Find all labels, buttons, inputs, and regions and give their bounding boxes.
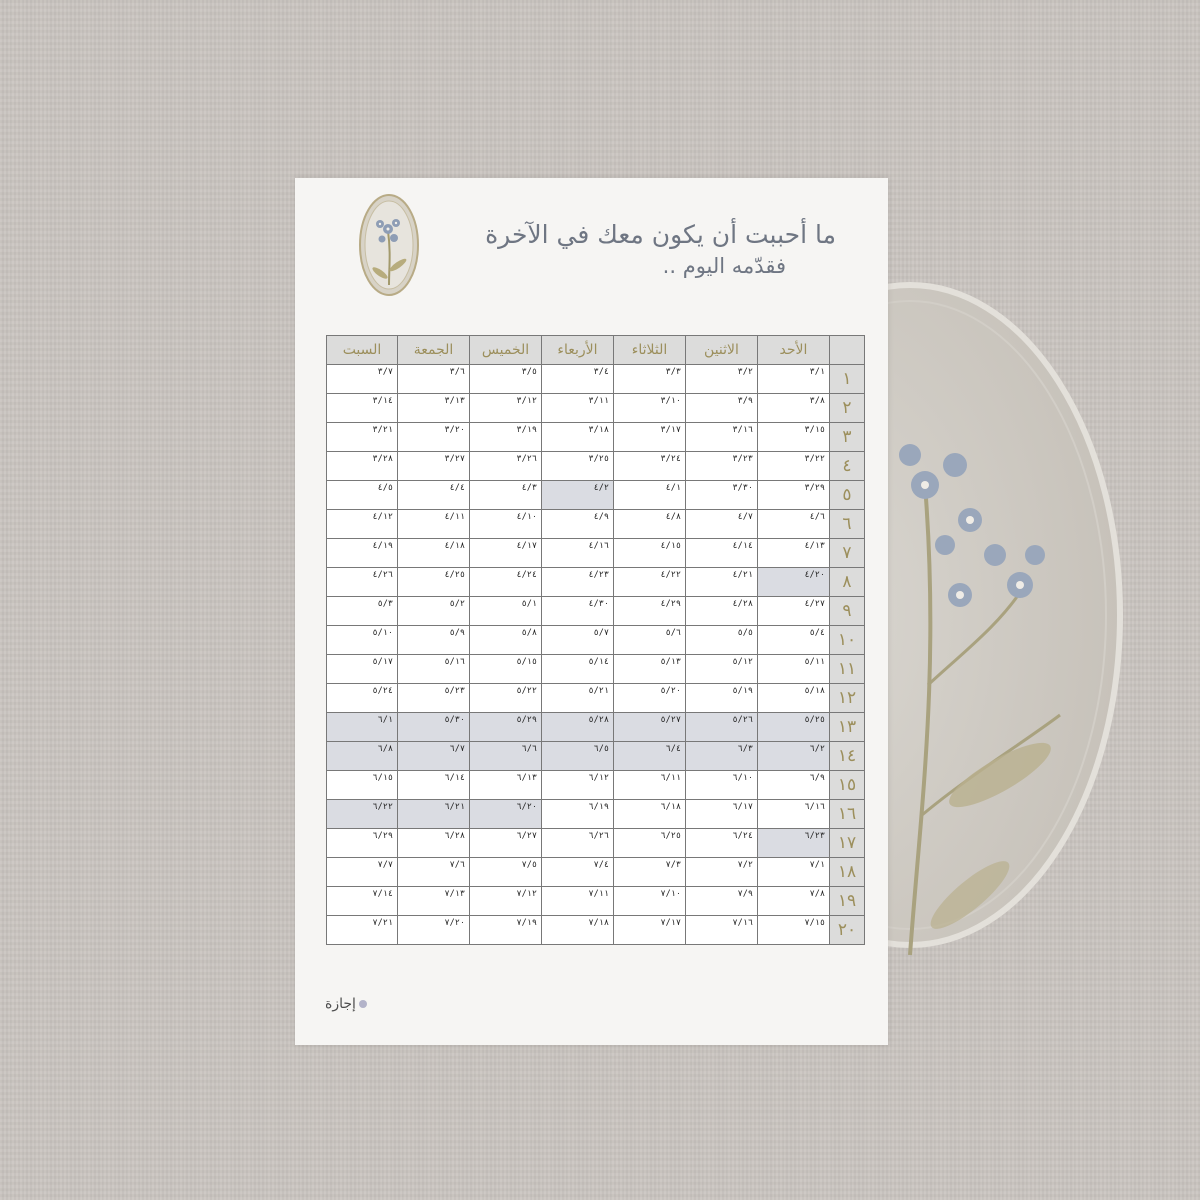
week-number: ٢٠	[830, 916, 865, 945]
date-cell[interactable]: ٣/٣	[614, 365, 686, 394]
day-header: الأربعاء	[542, 336, 614, 365]
date-cell[interactable]: ٤/٢٨	[686, 597, 758, 626]
date-cell[interactable]: ٥/١٣	[614, 655, 686, 684]
week-row	[327, 713, 865, 742]
date-cell[interactable]: ٦/٢١	[398, 800, 470, 829]
date-cell[interactable]: ٦/١٣	[470, 771, 542, 800]
date-cell[interactable]: ٥/٣٠	[398, 713, 470, 742]
page-subtitle: فقدّمه اليوم ..	[662, 254, 786, 278]
day-header: الاثنين	[686, 336, 758, 365]
date-cell[interactable]: ٦/٢٦	[542, 829, 614, 858]
date-cell[interactable]: ٦/٤	[614, 742, 686, 771]
date-cell[interactable]: ٣/٢٥	[542, 452, 614, 481]
date-cell[interactable]: ٣/٨	[758, 394, 830, 423]
date-cell[interactable]: ٤/٧	[686, 510, 758, 539]
week-row	[327, 481, 865, 510]
date-cell[interactable]: ٣/٢	[686, 365, 758, 394]
date-cell[interactable]: ٦/٢٠	[470, 800, 542, 829]
date-cell[interactable]: ٤/١	[614, 481, 686, 510]
date-cell[interactable]: ٣/١٥	[758, 423, 830, 452]
date-cell[interactable]: ٤/١٣	[758, 539, 830, 568]
day-header: الخميس	[470, 336, 542, 365]
day-header: السبت	[327, 336, 398, 365]
date-cell[interactable]: ٧/١٨	[542, 916, 614, 945]
date-cell[interactable]: ٦/٢٨	[398, 829, 470, 858]
date-cell[interactable]: ٧/١٢	[470, 887, 542, 916]
week-number: ٣	[830, 423, 865, 452]
week-number: ١٢	[830, 684, 865, 713]
week-number: ١٨	[830, 858, 865, 887]
date-cell[interactable]: ٣/١٨	[542, 423, 614, 452]
date-cell[interactable]: ٧/٧	[327, 858, 398, 887]
date-cell[interactable]: ٥/٢٨	[542, 713, 614, 742]
date-cell[interactable]: ٥/١٦	[398, 655, 470, 684]
date-cell[interactable]: ٤/١٢	[327, 510, 398, 539]
date-cell[interactable]: ٤/٢٩	[614, 597, 686, 626]
week-number: ٦	[830, 510, 865, 539]
week-number: ١٤	[830, 742, 865, 771]
date-cell[interactable]: ٦/٢٢	[327, 800, 398, 829]
date-cell[interactable]: ٦/٨	[327, 742, 398, 771]
date-cell[interactable]: ٧/٤	[542, 858, 614, 887]
date-cell[interactable]: ٦/١٤	[398, 771, 470, 800]
date-cell[interactable]: ٦/١٩	[542, 800, 614, 829]
date-cell[interactable]: ٤/٨	[614, 510, 686, 539]
date-cell[interactable]: ٣/٢٣	[686, 452, 758, 481]
date-cell[interactable]: ٥/١	[470, 597, 542, 626]
date-cell[interactable]: ٥/١٢	[686, 655, 758, 684]
week-row	[327, 452, 865, 481]
date-cell[interactable]: ٥/٢١	[542, 684, 614, 713]
date-cell[interactable]: ٦/٢٧	[470, 829, 542, 858]
date-cell[interactable]: ٥/٨	[470, 626, 542, 655]
date-cell[interactable]: ٣/١٧	[614, 423, 686, 452]
date-cell[interactable]: ٣/١	[758, 365, 830, 394]
day-header: الجمعة	[398, 336, 470, 365]
date-cell[interactable]: ٦/١٠	[686, 771, 758, 800]
date-cell[interactable]: ٦/١٢	[542, 771, 614, 800]
brand-footer	[325, 996, 367, 1012]
date-cell[interactable]: ٦/١	[327, 713, 398, 742]
date-cell[interactable]: ٣/٢٠	[398, 423, 470, 452]
week-number: ١٥	[830, 771, 865, 800]
date-cell[interactable]: ٧/١٤	[327, 887, 398, 916]
date-cell[interactable]: ٧/٣	[614, 858, 686, 887]
date-cell[interactable]: ٧/١٧	[614, 916, 686, 945]
date-cell[interactable]: ٤/٢٢	[614, 568, 686, 597]
date-cell[interactable]: ٣/١٩	[470, 423, 542, 452]
date-cell[interactable]: ٤/٢٦	[327, 568, 398, 597]
day-header: الأحد	[758, 336, 830, 365]
date-cell[interactable]: ٣/٣٠	[686, 481, 758, 510]
date-cell[interactable]: ٦/٧	[398, 742, 470, 771]
date-cell[interactable]: ٧/٩	[686, 887, 758, 916]
week-number: ١٦	[830, 800, 865, 829]
week-row	[327, 800, 865, 829]
date-cell[interactable]: ٥/١٧	[327, 655, 398, 684]
date-cell[interactable]: ٦/٢٤	[686, 829, 758, 858]
date-cell[interactable]: ٥/٢٢	[470, 684, 542, 713]
date-cell[interactable]: ٦/٢٣	[758, 829, 830, 858]
week-row	[327, 539, 865, 568]
date-cell[interactable]: ٤/٢١	[686, 568, 758, 597]
date-cell[interactable]: ٤/١٠	[470, 510, 542, 539]
date-cell[interactable]: ٣/١٠	[614, 394, 686, 423]
date-cell[interactable]: ٧/١٥	[758, 916, 830, 945]
date-cell[interactable]: ٦/١٧	[686, 800, 758, 829]
week-row	[327, 597, 865, 626]
date-cell[interactable]: ٦/٦	[470, 742, 542, 771]
week-row	[327, 568, 865, 597]
date-cell[interactable]: ٤/٦	[758, 510, 830, 539]
date-cell[interactable]: ٣/٢٩	[758, 481, 830, 510]
date-cell[interactable]: ٥/١٥	[470, 655, 542, 684]
week-row	[327, 916, 865, 945]
date-cell[interactable]: ٧/١٣	[398, 887, 470, 916]
week-row	[327, 394, 865, 423]
date-cell[interactable]: ٣/١٣	[398, 394, 470, 423]
date-cell[interactable]: ٣/٢٧	[398, 452, 470, 481]
date-cell[interactable]: ٦/٩	[758, 771, 830, 800]
date-cell[interactable]: ٤/١٧	[470, 539, 542, 568]
date-cell[interactable]: ٥/٩	[398, 626, 470, 655]
date-cell[interactable]: ٦/٣	[686, 742, 758, 771]
date-cell[interactable]: ٤/٤	[398, 481, 470, 510]
week-number: ٢	[830, 394, 865, 423]
date-cell[interactable]: ٣/٦	[398, 365, 470, 394]
week-number: ٩	[830, 597, 865, 626]
date-cell[interactable]: ٧/١١	[542, 887, 614, 916]
date-cell[interactable]: ٥/١١	[758, 655, 830, 684]
week-row	[327, 887, 865, 916]
date-cell[interactable]: ٥/٢	[398, 597, 470, 626]
date-cell[interactable]: ٧/٨	[758, 887, 830, 916]
date-cell[interactable]: ٤/٢٤	[470, 568, 542, 597]
date-cell[interactable]: ٧/٢	[686, 858, 758, 887]
week-number: ١	[830, 365, 865, 394]
date-cell[interactable]: ٣/٢٨	[327, 452, 398, 481]
date-cell[interactable]: ٥/٢٤	[327, 684, 398, 713]
date-cell[interactable]: ٥/٢٠	[614, 684, 686, 713]
week-number: ١١	[830, 655, 865, 684]
date-cell[interactable]: ٥/١٠	[327, 626, 398, 655]
date-cell[interactable]: ٥/٢٦	[686, 713, 758, 742]
date-cell[interactable]: ٧/٦	[398, 858, 470, 887]
week-number: ٤	[830, 452, 865, 481]
date-cell[interactable]: ٥/٢٣	[398, 684, 470, 713]
brand-dot-icon	[359, 1000, 367, 1008]
week-row	[327, 510, 865, 539]
date-cell[interactable]: ٣/٢٦	[470, 452, 542, 481]
date-cell[interactable]: ٤/١٦	[542, 539, 614, 568]
date-cell[interactable]: ٦/٢	[758, 742, 830, 771]
date-cell[interactable]: ٧/٢١	[327, 916, 398, 945]
date-cell[interactable]: ٤/١١	[398, 510, 470, 539]
header-row	[327, 336, 865, 365]
date-cell[interactable]: ٦/١٨	[614, 800, 686, 829]
week-row	[327, 655, 865, 684]
date-cell[interactable]: ٥/١٤	[542, 655, 614, 684]
date-cell[interactable]: ٥/٥	[686, 626, 758, 655]
date-cell[interactable]: ٥/٢٥	[758, 713, 830, 742]
date-cell[interactable]: ٦/١١	[614, 771, 686, 800]
week-row	[327, 742, 865, 771]
week-row	[327, 423, 865, 452]
week-number: ٧	[830, 539, 865, 568]
week-number: ٨	[830, 568, 865, 597]
week-number: ١٧	[830, 829, 865, 858]
date-cell[interactable]: ٣/٤	[542, 365, 614, 394]
date-cell[interactable]: ٤/١٨	[398, 539, 470, 568]
date-cell[interactable]: ٣/١٤	[327, 394, 398, 423]
date-cell[interactable]: ٥/٢٧	[614, 713, 686, 742]
date-cell[interactable]: ٤/٣٠	[542, 597, 614, 626]
week-row	[327, 829, 865, 858]
week-row	[327, 858, 865, 887]
date-cell[interactable]: ٥/٣	[327, 597, 398, 626]
date-cell[interactable]: ٤/١٩	[327, 539, 398, 568]
date-cell[interactable]: ٣/١٦	[686, 423, 758, 452]
date-cell[interactable]: ٦/٥	[542, 742, 614, 771]
date-cell[interactable]: ٣/٩	[686, 394, 758, 423]
date-cell[interactable]: ٣/١١	[542, 394, 614, 423]
date-cell[interactable]: ٦/٢٥	[614, 829, 686, 858]
date-cell[interactable]: ٥/١٩	[686, 684, 758, 713]
date-cell[interactable]: ٤/٢٥	[398, 568, 470, 597]
date-cell[interactable]: ٤/١٤	[686, 539, 758, 568]
date-cell[interactable]: ٧/١٠	[614, 887, 686, 916]
date-cell[interactable]: ٧/١٦	[686, 916, 758, 945]
date-cell[interactable]: ٦/٢٩	[327, 829, 398, 858]
date-cell[interactable]: ٣/١٢	[470, 394, 542, 423]
week-row	[327, 684, 865, 713]
day-header: الثلاثاء	[614, 336, 686, 365]
date-cell[interactable]: ٧/١	[758, 858, 830, 887]
date-cell[interactable]: ٦/١٥	[327, 771, 398, 800]
week-row	[327, 365, 865, 394]
week-number: ٥	[830, 481, 865, 510]
date-cell[interactable]: ٧/٢٠	[398, 916, 470, 945]
weekly-calendar-table	[326, 335, 865, 945]
date-cell[interactable]: ٣/٢١	[327, 423, 398, 452]
date-cell[interactable]: ٣/٧	[327, 365, 398, 394]
date-cell[interactable]: ٤/٢٠	[758, 568, 830, 597]
week-number: ١٩	[830, 887, 865, 916]
date-cell[interactable]: ٤/٢٧	[758, 597, 830, 626]
date-cell[interactable]: ٥/٦	[614, 626, 686, 655]
week-row	[327, 771, 865, 800]
week-number: ١٣	[830, 713, 865, 742]
date-cell[interactable]: ٥/٤	[758, 626, 830, 655]
date-cell[interactable]: ٣/٥	[470, 365, 542, 394]
planner-page	[295, 178, 888, 1045]
floral-oval-medallion-icon	[358, 193, 420, 297]
date-cell[interactable]: ٤/٥	[327, 481, 398, 510]
decorative-floral-medallion	[850, 255, 1200, 975]
page-title: ما أحببت أن يكون معك في الآخرة	[485, 220, 836, 249]
date-cell[interactable]: ٧/١٩	[470, 916, 542, 945]
date-cell[interactable]: ٧/٥	[470, 858, 542, 887]
corner-cell	[830, 336, 865, 365]
date-cell[interactable]: ٣/٢٢	[758, 452, 830, 481]
date-cell[interactable]: ٤/٢٣	[542, 568, 614, 597]
date-cell[interactable]: ٣/٢٤	[614, 452, 686, 481]
date-cell[interactable]: ٤/٩	[542, 510, 614, 539]
date-cell[interactable]: ٥/٢٩	[470, 713, 542, 742]
date-cell[interactable]: ٤/١٥	[614, 539, 686, 568]
brand-name: إجازة	[325, 996, 356, 1012]
week-row	[327, 626, 865, 655]
date-cell[interactable]: ٥/٧	[542, 626, 614, 655]
date-cell[interactable]: ٥/١٨	[758, 684, 830, 713]
date-cell[interactable]: ٦/١٦	[758, 800, 830, 829]
date-cell[interactable]: ٤/٢	[542, 481, 614, 510]
date-cell[interactable]: ٤/٣	[470, 481, 542, 510]
week-number: ١٠	[830, 626, 865, 655]
